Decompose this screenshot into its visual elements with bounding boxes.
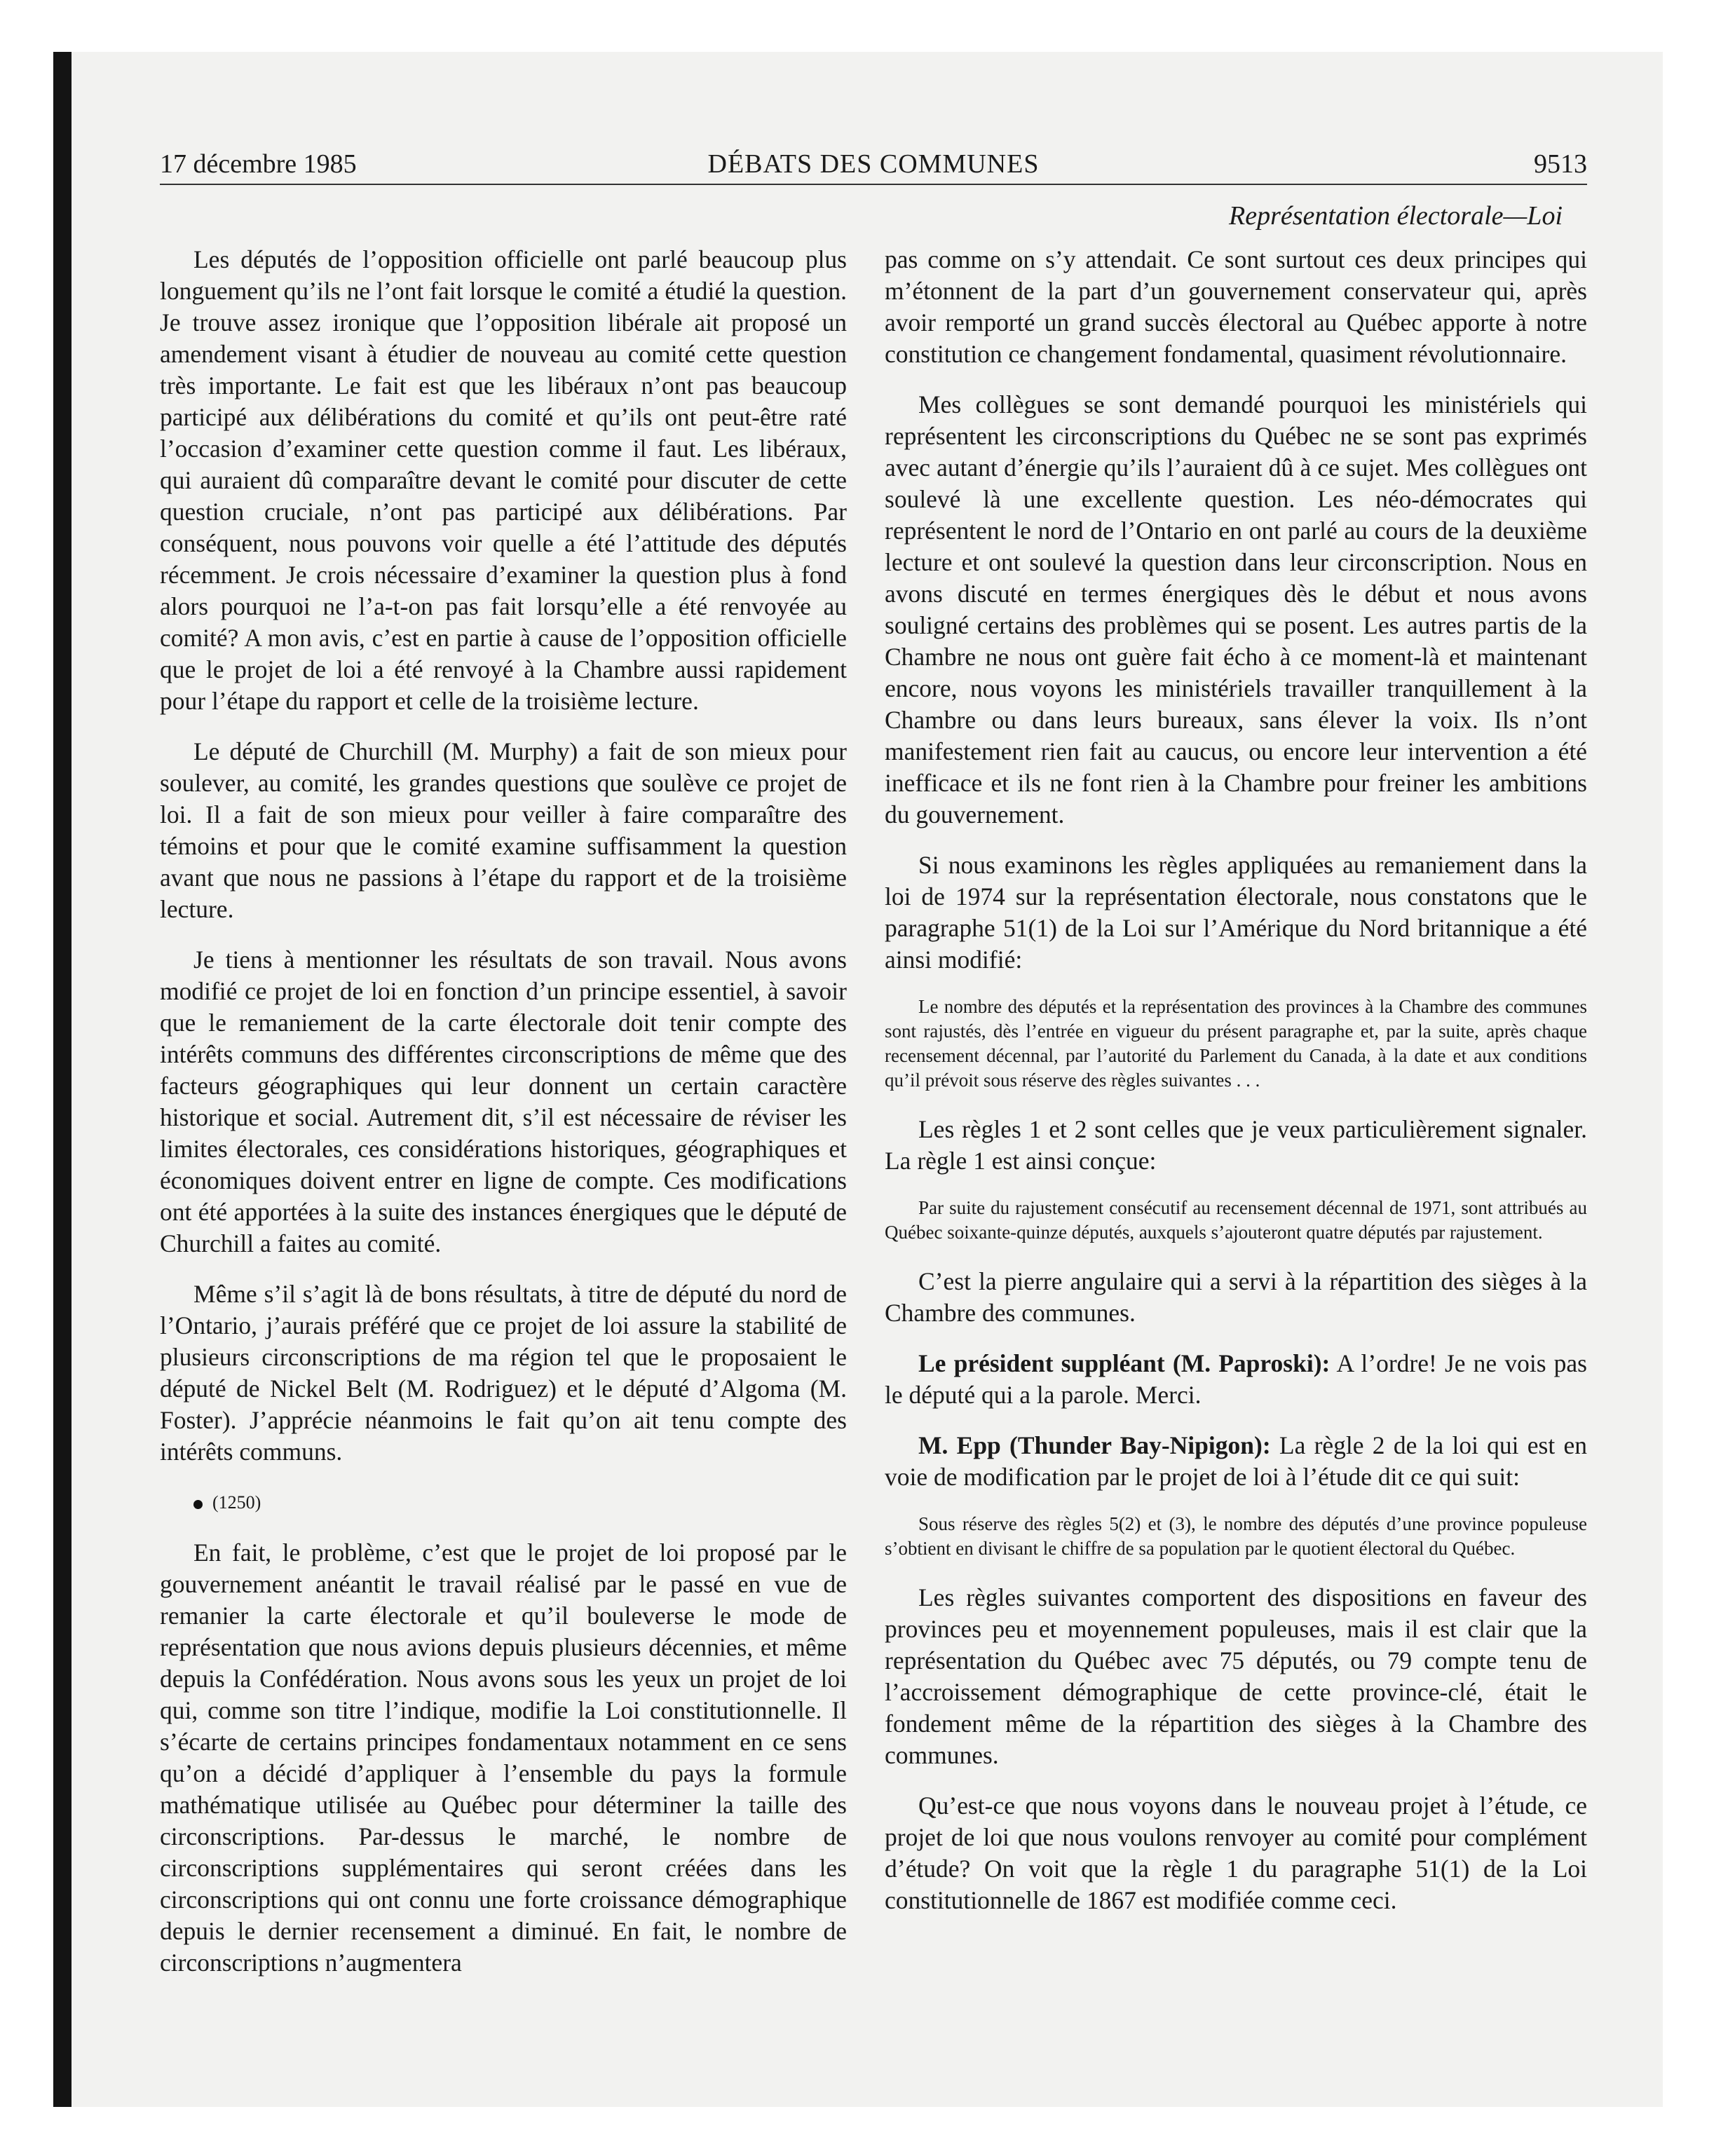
paragraph: Mes collègues se sont demandé pourquoi les ministériels qui représentent les circonscriptions du Québec ne se sont pas exprimés avec autant d’énergie qu’ils l’auraient dû à ce sujet. Mes collègues ont soulevé là une excellente question. Les néo-démocrates qui représentent le nord de l’Ontario en ont parlé au cours de la deuxième lecture et ont soulevé la question dans leur circonscription. Nous en avons discuté en termes énergiques dès le début et nous avons souligné certains des problèmes qui se posent. Les autres partis de la Chambre ne nous ont guère fait écho à ce moment-là et maintenant encore, nous voyons les ministériels travailler tranquillement à la Chambre ou dans leurs bureaux, sans élever la voix. Ils n’ont manifestement rien fait au caucus, ou encore leur intervention a été inefficace et ils ne font rien à la Chambre pour freiner les ambitions du gouvernement. bbox=[885, 390, 1587, 828]
timestamp-text: (1250) bbox=[212, 1492, 261, 1513]
section-title: Représentation électorale—Loi bbox=[1229, 201, 1563, 231]
speech-text: La règle 2 de la loi qui est en voie de modification par le projet de loi à l’étude dit ce qui suit: bbox=[885, 1431, 1587, 1491]
paragraph: pas comme on s’y attendait. Ce sont surtout ces deux principes qui m’étonnent de la part d’un gouvernement conservateur qui, après avoir remporté un grand succès électoral au Québec apporte à notre constitution ce changement fondamental, quasiment révolutionnaire. bbox=[885, 245, 1587, 368]
speaker-name: Le président suppléant (M. Paproski): bbox=[918, 1349, 1331, 1377]
paragraph: Les règles 1 et 2 sont celles que je veux particulièrement signaler. La règle 1 est ainsi conçue: bbox=[885, 1115, 1587, 1175]
header-date: 17 décembre 1985 bbox=[160, 149, 357, 179]
speech-text: A l’ordre! Je ne vois pas le député qui a la parole. Merci. bbox=[885, 1349, 1587, 1409]
paragraph: Si nous examinons les règles appliquées au remaniement dans la loi de 1974 sur la représentation électorale, nous constatons que le paragraphe 51(1) de la Loi sur l’Amérique du Nord britannique a été ainsi modifié: bbox=[885, 851, 1587, 974]
speaker-name: M. Epp (Thunder Bay-Nipigon): bbox=[918, 1431, 1271, 1459]
paragraph: Les députés de l’opposition officielle ont parlé beaucoup plus longuement qu’ils ne l’ont fait lorsque le comité a étudié la question. Je trouve assez ironique que l’opposition libérale ait proposé un amendement visant à étudier de nouveau au comité cette question très importante. Le fait est que les libéraux n’ont pas beaucoup participé aux délibérations du comité et qu’ils ont peut-être raté l’occasion d’examiner cette question comme il faut. Les libéraux, qui auraient dû comparaître devant le comité pour discuter de cette question cruciale, n’ont pas participé aux délibérations. Par conséquent, nous pouvons voir quelle a été l’attitude des députés récemment. Je crois nécessaire d’examiner la question plus à fond alors pourquoi ne l’a-t-on pas fait lorsqu’elle a été renvoyée au comité? A mon avis, c’est en partie à cause de l’opposition officielle que le projet de loi a été renvoyé à la Chambre aussi rapidement pour l’étape du rapport et celle de la troisième lecture. bbox=[160, 245, 847, 715]
quotation: Par suite du rajustement consécutif au recensement décennal de 1971, sont attribués au Québec soixante-quinze députés, auxquels s’ajouteront quatre députés par rajustement. bbox=[885, 1197, 1587, 1243]
scan-edge bbox=[53, 52, 72, 2107]
paragraph: Les règles suivantes comportent des dispositions en faveur des provinces peu et moyennement populeuses, mais il est clair que la représentation du Québec avec 75 députés, ou 79 compte tenu de l’accroissement démographique de cette province-clé, était le fondement même de la répartition des sièges à la Chambre des communes. bbox=[885, 1583, 1587, 1769]
paragraph: Même s’il s’agit là de bons résultats, à titre de député du nord de l’Ontario, j’aurais préféré que ce projet de loi assure la stabilité de plusieurs circonscriptions de ma région tel que le proposaient le député de Nickel Belt (M. Rodriguez) et le député d’Algoma (M. Foster). J’apprécie néanmoins le fait qu’on ait tenu compte des intérêts communs. bbox=[160, 1280, 847, 1466]
header-rule bbox=[160, 184, 1587, 185]
paragraph: C’est la pierre angulaire qui a servi à la répartition des sièges à la Chambre des communes. bbox=[885, 1267, 1587, 1327]
bullet-dot-icon bbox=[193, 1500, 203, 1509]
paragraph: Qu’est-ce que nous voyons dans le nouveau projet à l’étude, ce projet de loi que nous voulons renvoyer au comité pour complément d’étude? On voit que la règle 1 du paragraphe 51(1) de la Loi constitutionnelle de 1867 est modifiée comme ceci. bbox=[885, 1792, 1587, 1914]
left-column bbox=[160, 244, 847, 1998]
speaker-paragraph bbox=[885, 1348, 1587, 1411]
paragraph: Je tiens à mentionner les résultats de son travail. Nous avons modifié ce projet de loi en fonction d’un principe essentiel, à savoir que le remaniement de la carte électorale doit tenir compte des intérêts communs des différentes circonscriptions de même que des facteurs géographiques qui leur donnent un certain caractère historique et social. Autrement dit, s’il est nécessaire de réviser les limites électorales, ces considérations historiques, géographiques et économiques doivent entrer en ligne de compte. Ces modifications ont été apportées à la suite des instances énergiques que le député de Churchill a faites au comité. bbox=[160, 946, 847, 1257]
speaker-paragraph bbox=[885, 1430, 1587, 1493]
paragraph: Le député de Churchill (M. Murphy) a fait de son mieux pour soulever, au comité, les grandes questions que soulève ce projet de loi. Il a fait de son mieux pour veiller à faire comparaître des témoins et pour que le comité examine suffisamment la question avant que nous ne passions à l’étape du rapport et de la troisième lecture. bbox=[160, 737, 847, 923]
quotation: Le nombre des députés et la représentation des provinces à la Chambre des communes sont rajustés, dès l’entrée en vigueur du présent paragraphe et, par la suite, après chaque recensement décennal, par l’autorité du Parlement du Canada, à la date et aux conditions qu’il prévoit sous réserve des règles suivantes . . . bbox=[885, 996, 1587, 1091]
right-column bbox=[885, 244, 1587, 1935]
paragraph: En fait, le problème, c’est que le projet de loi proposé par le gouvernement anéantit le travail réalisé par le passé en vue de remanier la carte électorale et qu’il bouleverse le mode de représentation que nous avions depuis plusieurs décennies, et même depuis la Confédération. Nous avons sous les yeux un projet de loi qui, comme son titre l’indique, modifie la Loi constitutionnelle. Il s’écarte de certains principes fondamentaux notamment en ce sens qu’on a décidé d’appliquer à l’ensemble du pays la formule mathématique utilisée au Québec pour déterminer la taille des circonscriptions. Par-dessus le marché, le nombre de circonscriptions supplémentaires qui seront créées dans les circonscriptions qui ont connu une forte croissance démographique depuis le dernier recensement a diminué. En fait, le nombre de circonscriptions n’augmentera bbox=[160, 1538, 847, 1977]
quotation: Sous réserve des règles 5(2) et (3), le nombre des députés d’une province populeuse s’obtient en divisant le chiffre de sa population par le quotient électoral du Québec. bbox=[885, 1513, 1587, 1559]
page-number: 9513 bbox=[1534, 149, 1587, 179]
header-title: DÉBATS DES COMMUNES bbox=[707, 149, 1040, 179]
timestamp bbox=[160, 1487, 847, 1518]
running-header bbox=[160, 149, 1587, 184]
